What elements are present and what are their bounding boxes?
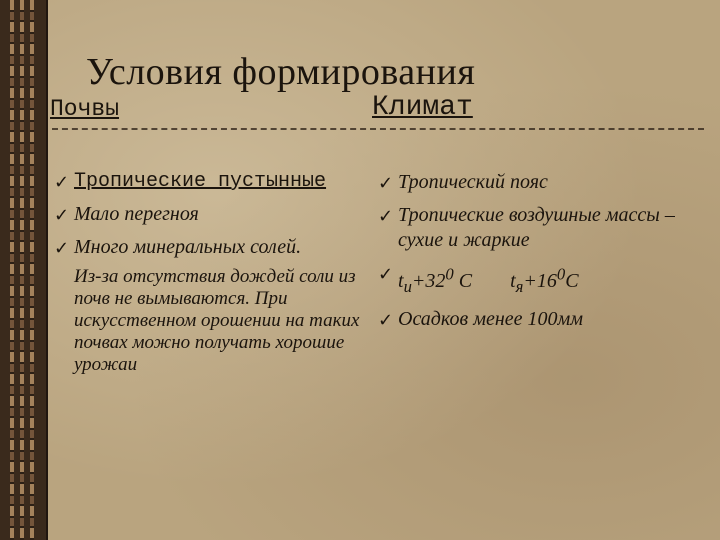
soils-heading: Почвы	[50, 96, 120, 122]
checkmark-icon: ✓	[378, 173, 394, 194]
climate-heading: Климат	[372, 92, 473, 123]
checkmark-icon: ✓	[378, 206, 394, 227]
slide-title: Условия формирования	[86, 51, 476, 93]
decorative-bar	[20, 0, 24, 540]
soil-item: ✓ Много минеральных солей.	[54, 236, 302, 259]
climate-column	[378, 170, 708, 332]
soils-column	[54, 170, 364, 376]
temperature-item	[378, 261, 708, 299]
checkmark-icon: ✓	[54, 205, 70, 226]
climate-item: ✓ Тропические воздушные массы – сухие и жаркие	[378, 204, 675, 251]
checkmark-icon: ✓	[378, 309, 394, 331]
checkmark-icon: ✓	[54, 172, 70, 193]
divider	[52, 128, 704, 132]
soil-item: ✓ Тропические пустынные	[54, 170, 327, 193]
winter-temp: $t_я+16^0С$	[510, 264, 579, 296]
soil-item: ✓ Мало перегноя	[54, 203, 199, 226]
soil-note: Из-за отсутствия дождей соли из почв не вымываются. При искусственном орошении на таких почвах можно получать хорошие урожаи	[74, 266, 360, 375]
decorative-strip	[0, 0, 48, 540]
precipitation-item: ✓ Осадков менее 100мм	[378, 307, 584, 331]
summer-temp: $t_и+32^0$ С	[398, 264, 473, 296]
decorative-bar	[30, 0, 34, 540]
checkmark-icon: ✓	[54, 238, 70, 259]
decorative-bar	[10, 0, 14, 540]
climate-item: ✓ Тропический пояс	[378, 171, 548, 194]
checkmark-icon: ✓	[378, 264, 394, 285]
